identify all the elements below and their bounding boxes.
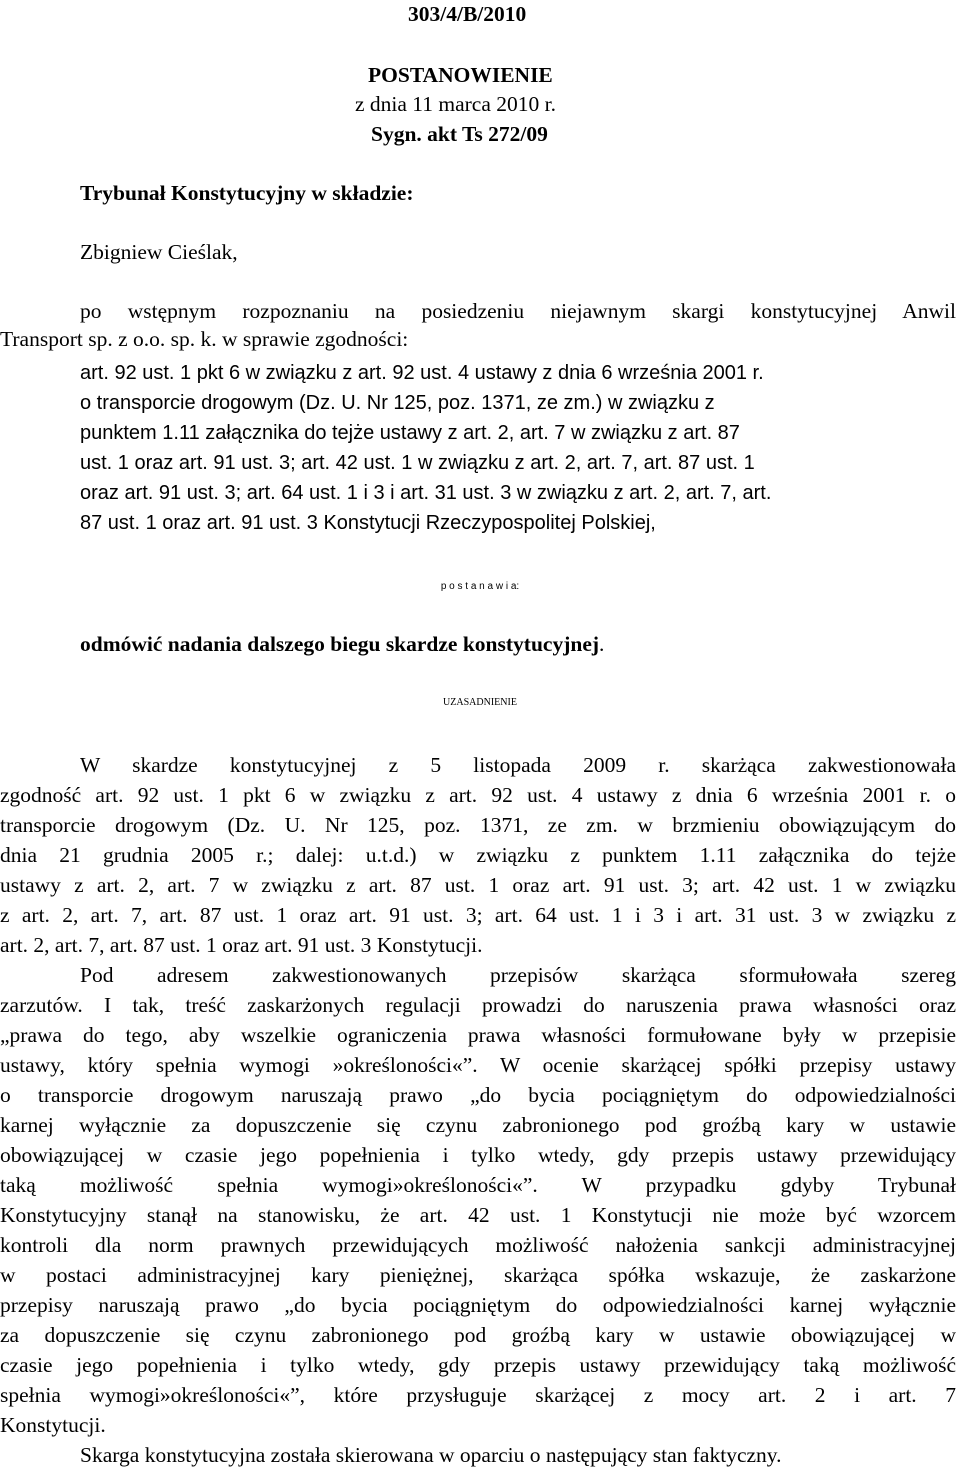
justification-line: zarzutów. I tak, treść zaskarżonych regulacji prowadzi do naruszenia prawa własności oraz bbox=[0, 993, 956, 1017]
justification-line: w postaci administracyjnej kary pieniężnej, skarżąca spółka wskazuje, że zaskarżone bbox=[0, 1263, 956, 1287]
subject-line: oraz art. 91 ust. 3; art. 64 ust. 1 i 3 i art. 31 ust. 3 w związku z art. 2, art. 7, art. bbox=[80, 482, 772, 504]
ruling bbox=[80, 632, 604, 656]
ruling-end: . bbox=[599, 632, 605, 656]
subject-line: o transporcie drogowym (Dz. U. Nr 125, poz. 1371, ze zm.) w związku z bbox=[80, 392, 715, 414]
justification-line: W skardze konstytucyjnej z 5 listopada 2009 r. skarżąca zakwestionowała bbox=[80, 753, 956, 777]
justification-line: Pod adresem zakwestionowanych przepisów skarżąca sformułowała szereg bbox=[80, 963, 956, 987]
justification-line: Skarga konstytucyjna została skierowana w oparciu o następujący stan faktyczny. bbox=[80, 1443, 782, 1467]
justification-line: spełnia wymogi»określoności«”, które przysługuje skarżącej z mocy art. 2 i art. 7 bbox=[0, 1383, 956, 1407]
justification-line: dnia 21 grudnia 2005 r.; dalej: u.t.d.) w związku z punktem 1.11 załącznika do tejże bbox=[0, 843, 956, 867]
decision-label: p o s t a n a w i a: bbox=[440, 581, 520, 592]
subject-line: ust. 1 oraz art. 91 ust. 3; art. 42 ust. 1 w związku z art. 2, art. 7, art. 87 ust. 1 bbox=[80, 452, 755, 474]
subject-line: art. 92 ust. 1 pkt 6 w związku z art. 92 ust. 4 ustawy z dnia 6 września 2001 r. bbox=[80, 362, 764, 384]
justification-line: ustawy, który spełnia wymogi »określoności«”. W ocenie skarżącej spółki przepisy ustawy bbox=[0, 1053, 956, 1077]
justification-line: kontroli dla norm prawnych przewidujących możliwość nałożenia sankcji administracyjnej bbox=[0, 1233, 956, 1257]
subject-line: punktem 1.11 załącznika do tejże ustawy z art. 2, art. 7 w związku z art. 87 bbox=[80, 422, 740, 444]
justification-line: za dopuszczenie się czynu zabronionego pod groźbą kary w ustawie obowiązującej w bbox=[0, 1323, 956, 1347]
judge-name: Zbigniew Cieślak, bbox=[80, 240, 238, 264]
signature-id: 303/4/B/2010 bbox=[408, 2, 527, 26]
justification-line: zgodność art. 92 ust. 1 pkt 6 w związku z art. 92 ust. 4 ustawy z dnia 6 września 2001 r. o bbox=[0, 783, 956, 807]
justification-line: „prawa do tego, aby wszelkie ograniczenia prawa własności formułowane były w przepisie bbox=[0, 1023, 956, 1047]
justification-line: taką możliwość spełnia wymogi»określoności«”. W przypadku gdyby Trybunał bbox=[0, 1173, 956, 1197]
document-date: z dnia 11 marca 2010 r. bbox=[355, 92, 556, 116]
justification-line: z art. 2, art. 7, art. 87 ust. 1 oraz art. 91 ust. 3; art. 64 ust. 1 i 3 i art. 31 ust. 3 w związku z bbox=[0, 903, 956, 927]
justification-line: transporcie drogowym (Dz. U. Nr 125, poz. 1371, ze zm. w brzmieniu obowiązującym do bbox=[0, 813, 956, 837]
case-number: Sygn. akt Ts 272/09 bbox=[371, 122, 548, 146]
justification-line: art. 2, art. 7, art. 87 ust. 1 oraz art. 91 ust. 3 Konstytucji. bbox=[0, 933, 483, 957]
justification-line: karnej wyłącznie za dopuszczenie się czynu zabronionego pod groźbą kary w ustawie bbox=[0, 1113, 956, 1137]
composition-heading: Trybunał Konstytucyjny w składzie: bbox=[80, 181, 414, 205]
justification-line: Konstytucyjny stanął na stanowisku, że art. 42 ust. 1 Konstytucji nie może być wzorcem bbox=[0, 1203, 956, 1227]
justification-line: ustawy z art. 2, art. 7 w związku z art. 87 ust. 1 oraz art. 91 ust. 3; art. 42 ust. 1 w związku bbox=[0, 873, 956, 897]
justification-line: czasie jego popełnienia i tylko wtedy, gdy przepis ustawy przewidujący taką możliwość bbox=[0, 1353, 956, 1377]
subject-line: 87 ust. 1 oraz art. 91 ust. 3 Konstytucji Rzeczypospolitej Polskiej, bbox=[80, 512, 656, 534]
intro-line: po wstępnym rozpoznaniu na posiedzeniu niejawnym skargi konstytucyjnej Anwil bbox=[80, 299, 956, 323]
justification-line: o transporcie drogowym naruszają prawo „do bycia pociągniętym do odpowiedzialności bbox=[0, 1083, 956, 1107]
justification-line: przepisy naruszają prawo „do bycia pociągniętym do odpowiedzialności karnej wyłącznie bbox=[0, 1293, 956, 1317]
ruling-text: odmówić nadania dalszego biegu skardze konstytucyjnej bbox=[80, 632, 600, 656]
justification-line: obowiązującej w czasie jego popełnienia i tylko wtedy, gdy przepis ustawy przewidujący bbox=[0, 1143, 956, 1167]
justification-line: Konstytucji. bbox=[0, 1413, 106, 1437]
document-type: POSTANOWIENIE bbox=[368, 63, 553, 87]
intro-line: Transport sp. z o.o. sp. k. w sprawie zgodności: bbox=[0, 327, 409, 351]
justification-heading: UZASADNIENIE bbox=[443, 697, 517, 708]
